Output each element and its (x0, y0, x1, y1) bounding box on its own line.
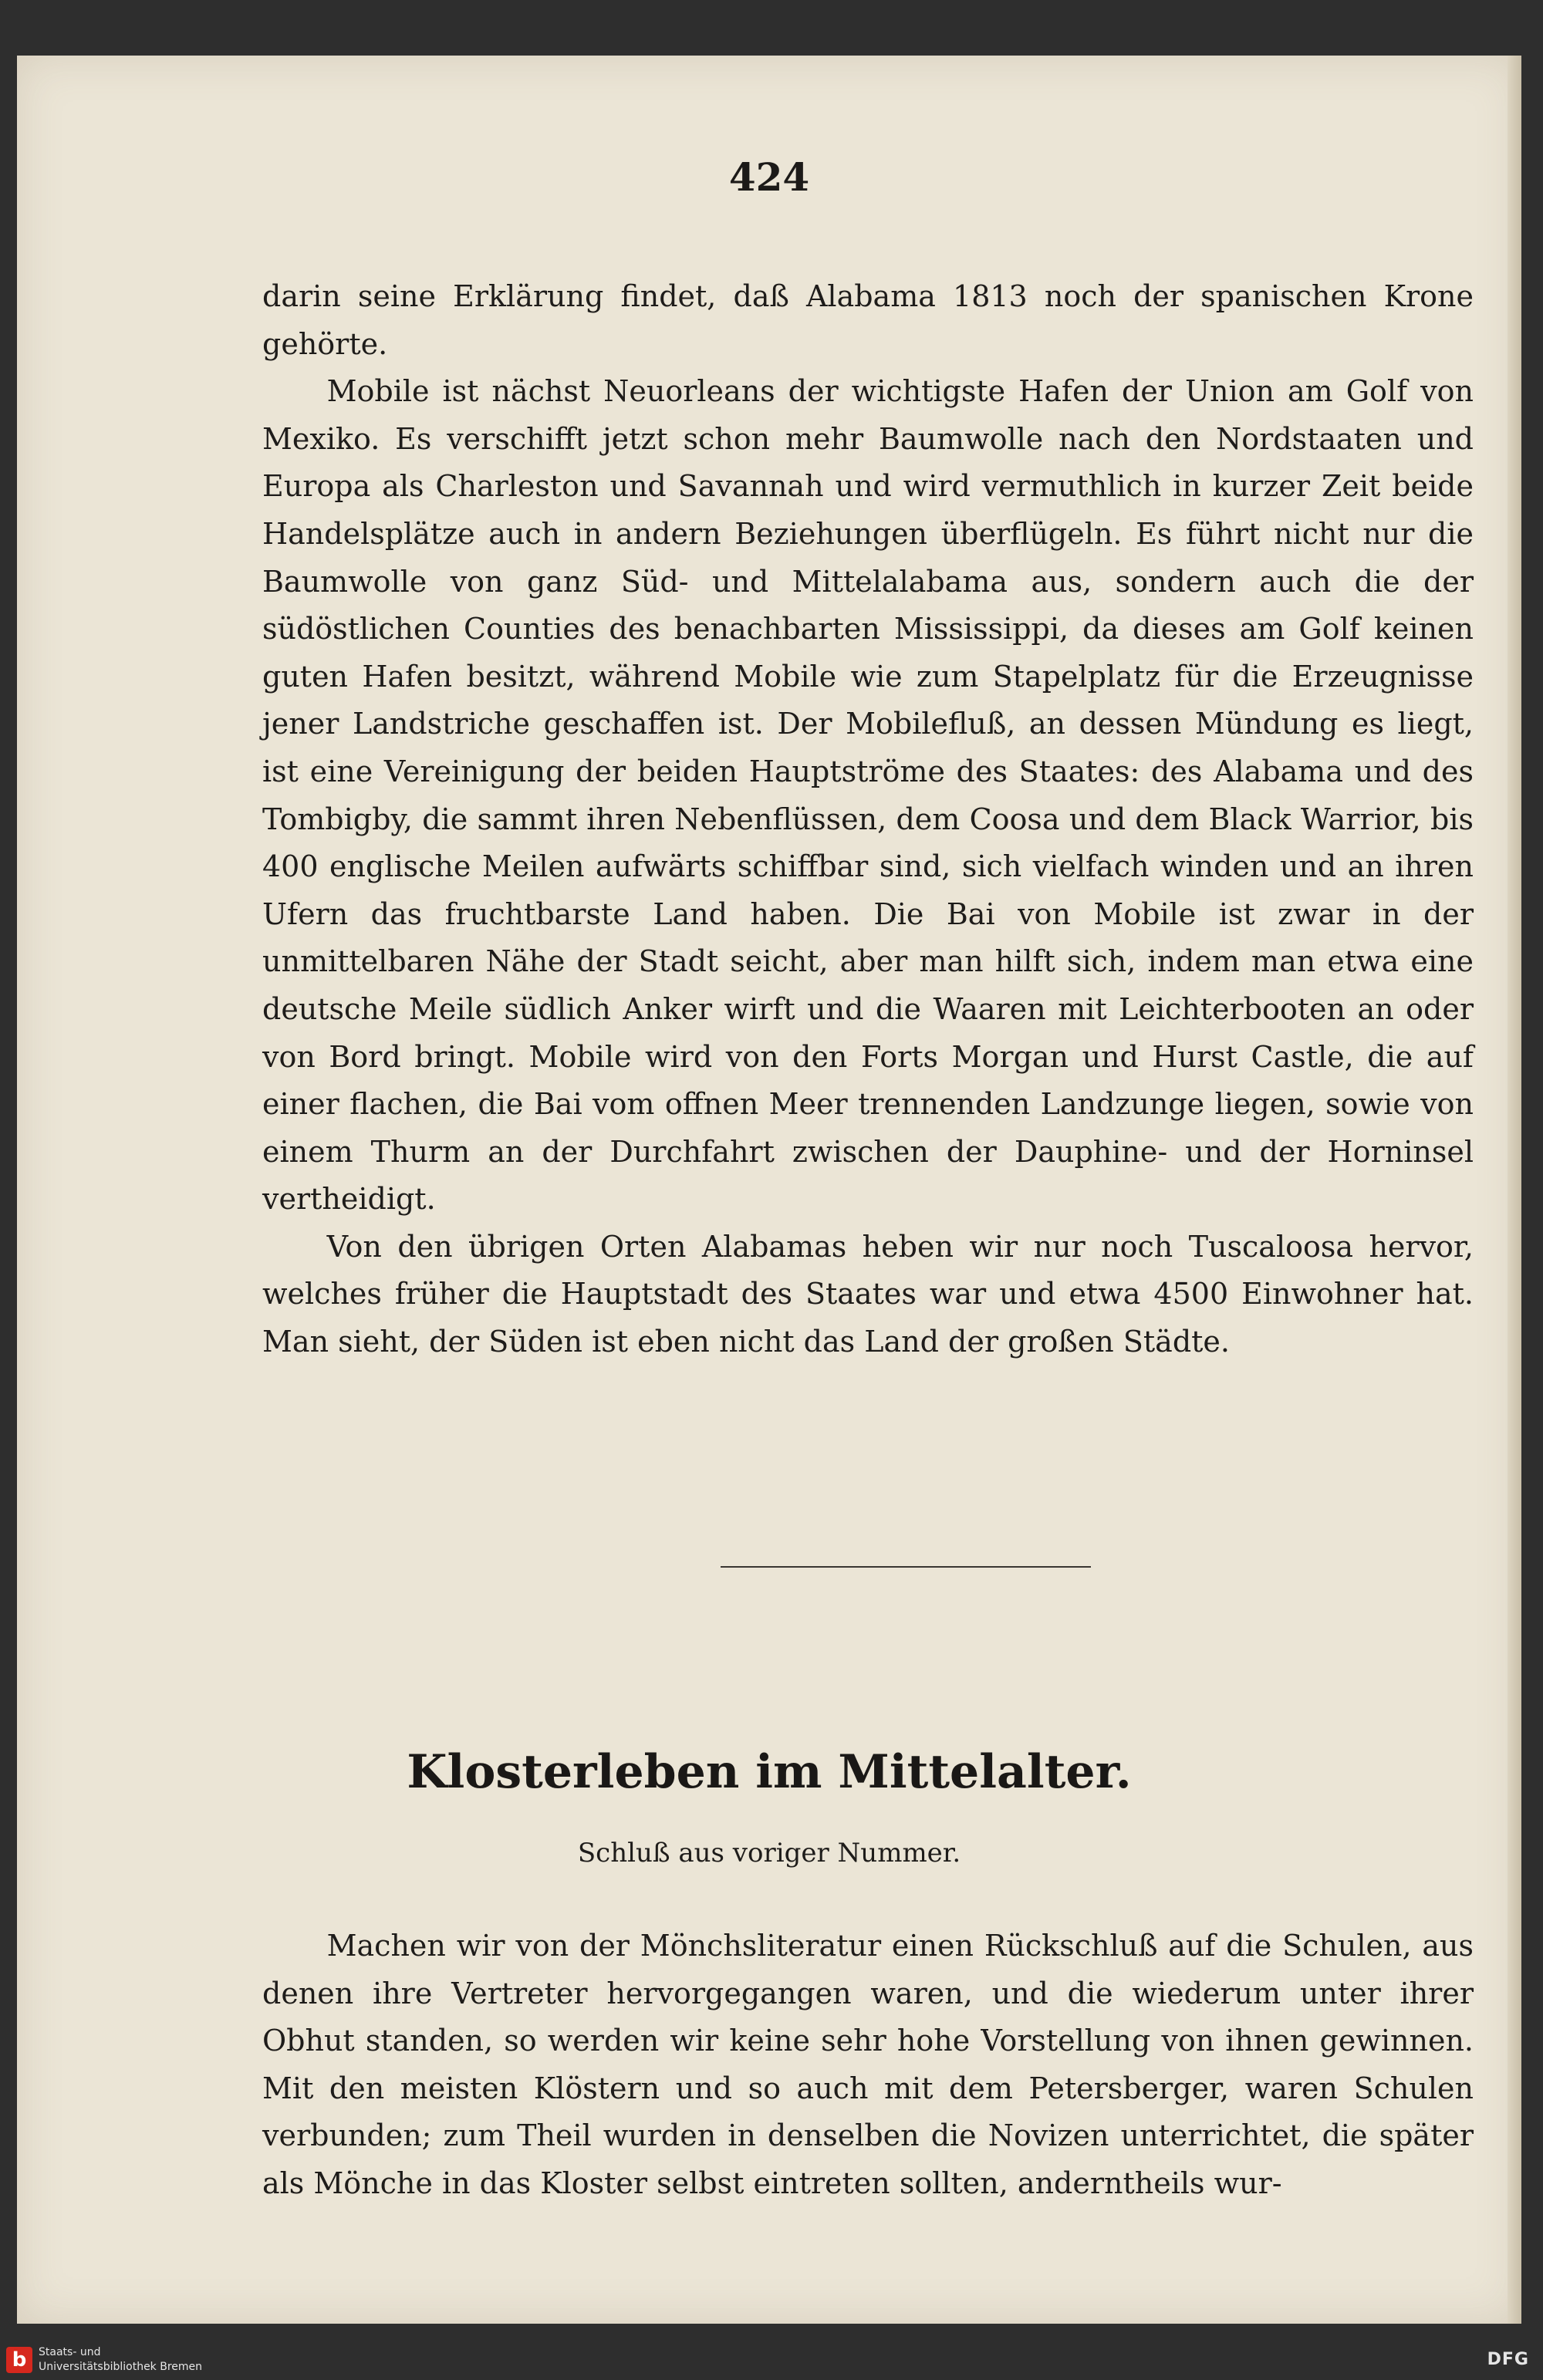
library-logo-icon[interactable]: b (6, 2347, 32, 2373)
paragraph-monastic-schools: Machen wir von der Mönchsliteratur einen Rückschluß auf die Schulen, aus denen ihre Vertreter hervorgegangen waren, und die wiederum unter ihrer Obhut standen, so werden wir keine sehr hohe Vorstellung von ihnen gewinnen. Mit den meisten Klöstern und so auch mit dem Petersberger, waren Schulen verbunden; zum Theil wurden in denselben die Novizen unterrichtet, die später als Mönche in das Kloster selbst eintreten sollten, anderntheils wur- (262, 1929, 1474, 2200)
paragraph-other-towns: Von den übrigen Orten Alabamas heben wir nur noch Tuscaloosa hervor, welches früher die Hauptstadt des Staates war und etwa 4500 Einwohner hat. Man sieht, der Süden ist eben nicht das Land der großen Städte. (262, 1229, 1474, 1359)
paragraph-mobile: Mobile ist nächst Neuorleans der wichtigste Hafen der Union am Golf von Mexiko. Es verschifft jetzt schon mehr Baumwolle nach den Nordstaaten und Europa als Charleston und Savannah und wird vermuthlich in kurzer Zeit beide Handelsplätze auch in andern Beziehungen überflügeln. Es führt nicht nur die Baumwolle von ganz Süd- und Mittelalabama aus, sondern auch die der südöstlichen Counties des benachbarten Mississippi, da dieses am Golf keinen guten Hafen besitzt, während Mobile wie zum Stapelplatz für die Erzeugnisse jener Landstriche geschaffen ist. Der Mobilefluß, an dessen Mündung es liegt, ist eine Vereinigung der beiden Hauptströme des Staates: des Alabama und des Tombigby, die sammt ihren Nebenflüssen, dem Coosa und dem Black Warrior, bis 400 englische Meilen aufwärts schiffbar sind, sich vielfach winden und an ihren Ufern das fruchtbarste Land haben. Die Bai von Mobile ist zwar in der unmittelbaren Nähe der Stadt seicht, aber man hilft sich, indem man etwa eine deutsche Meile südlich Anker wirft und die Waaren mit Leichterbooten an oder von Bord bringt. Mobile wird von den Forts Morgan und Hurst Castle, die auf einer flachen, die Bai vom offnen Meer trennenden Landzunge liegen, sowie von einem Thurm an der Durchfahrt zwischen der Dauphine- und der Horninsel vertheidigt. (262, 374, 1474, 1217)
body-text-article (262, 1923, 1474, 2208)
institution-name (39, 2345, 202, 2375)
body-text-top (262, 273, 1474, 1366)
institution-line-1: Staats- und (39, 2346, 101, 2358)
article-subtitle: Schluß aus voriger Nummer. (577, 1838, 961, 1869)
viewer-footer (0, 2341, 1543, 2380)
paragraph-continuation: darin seine Erklärung findet, daß Alabama 1813 noch der spanischen Krone gehörte. (262, 279, 1474, 361)
page-number: 424 (728, 154, 810, 200)
section-divider (721, 1566, 1091, 1568)
book-page (17, 56, 1521, 2324)
article-title: Klosterleben im Mittelalter. (407, 1745, 1132, 1799)
dfg-logo[interactable]: DFG (1487, 2350, 1529, 2369)
institution-line-2: Universitätsbibliothek Bremen (39, 2361, 203, 2373)
page-edge (1508, 56, 1521, 2324)
